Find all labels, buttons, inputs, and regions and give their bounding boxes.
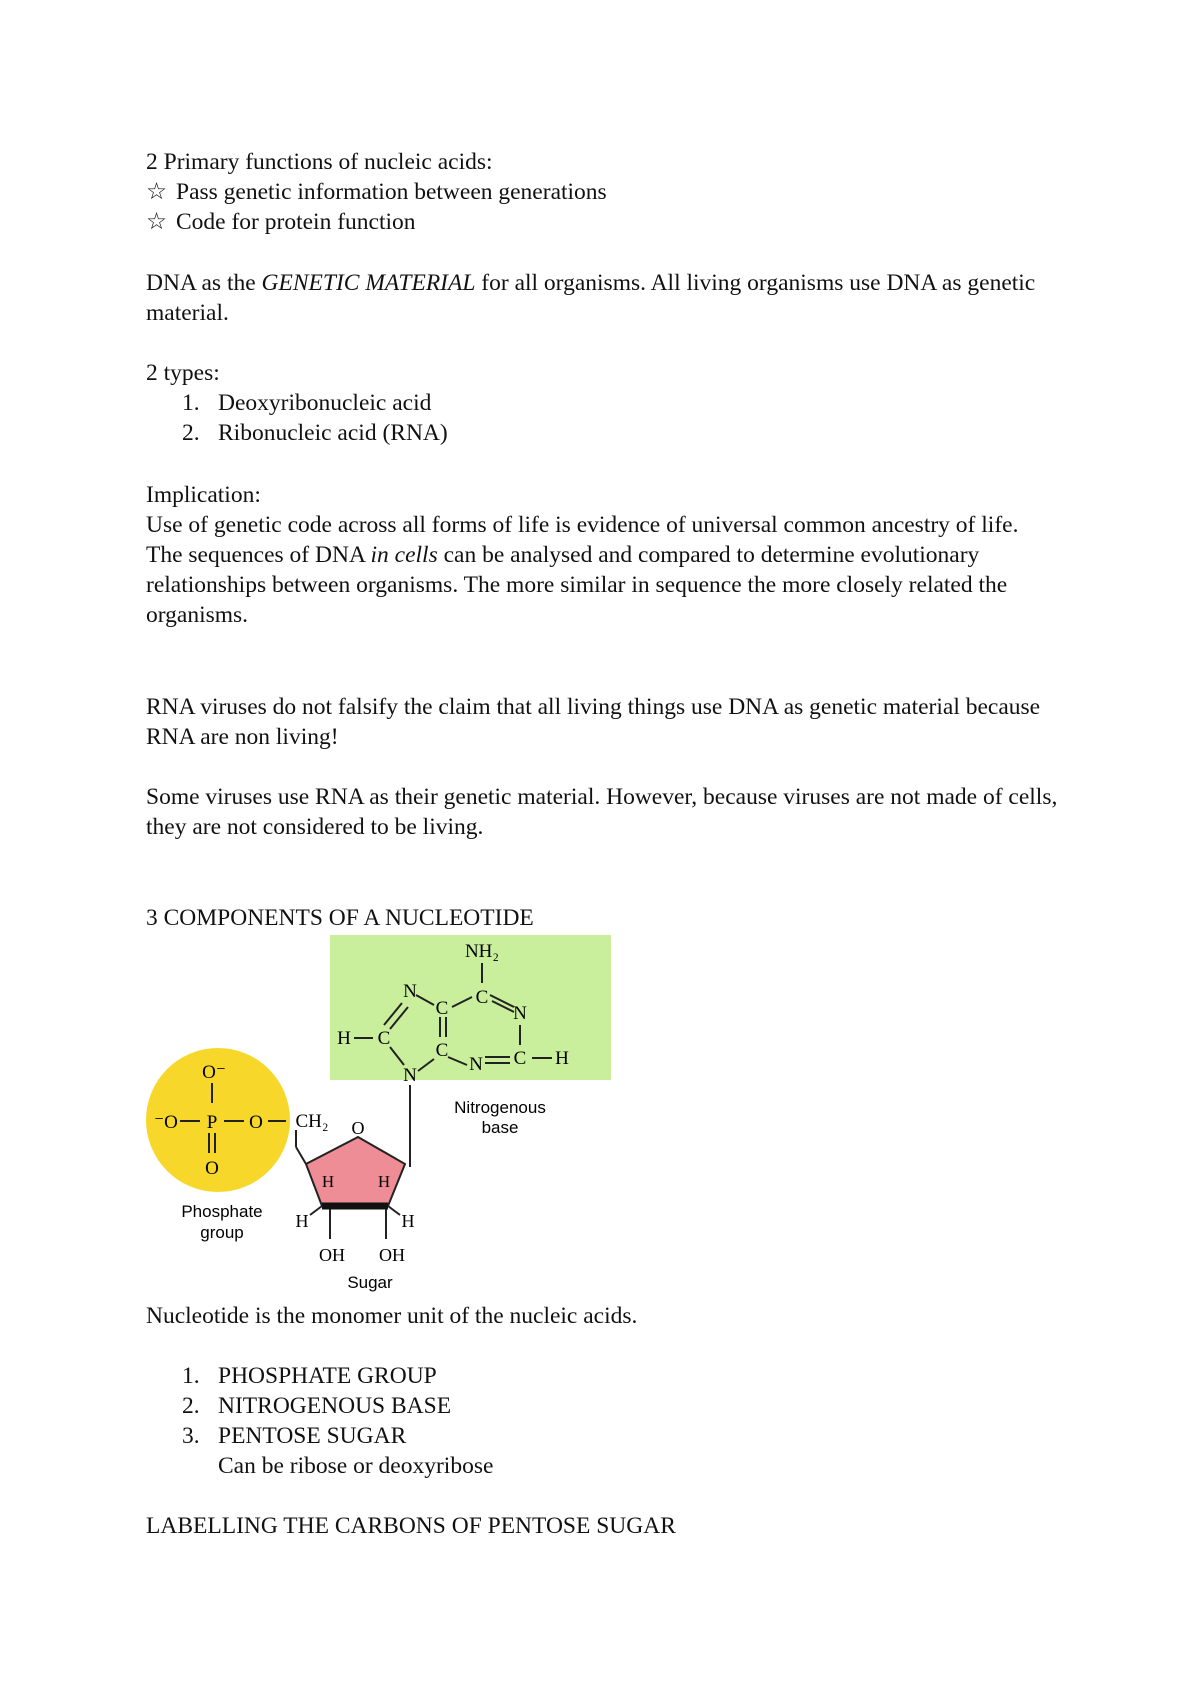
star-icon: ☆	[146, 209, 168, 235]
base-h: H	[555, 1048, 569, 1069]
sugar-h: H	[295, 1211, 309, 1231]
phosphate-o-minus: ⁻O	[154, 1112, 178, 1133]
types-section	[146, 358, 1076, 448]
list-item: 2. Ribonucleic acid (RNA)	[182, 420, 448, 446]
sugar-ch2: CH₂	[295, 1111, 329, 1132]
rna-viruses-paragraph: RNA viruses do not falsify the claim that all living things use DNA as genetic material because RNA are non living!	[146, 694, 1041, 750]
genetic-material-paragraph: DNA as the GENETIC MATERIAL for all organisms. All living organisms use DNA as genetic material.	[146, 270, 1036, 326]
bullet-item: ☆ Pass genetic information between generations	[146, 179, 607, 205]
base-n: N	[469, 1054, 483, 1075]
phosphate-p: P	[206, 1112, 218, 1133]
sugar-ring-o: O	[351, 1118, 365, 1138]
bullet-item: ☆ Code for protein function	[146, 209, 416, 235]
phosphate-group-label: group	[200, 1223, 244, 1242]
sugar-h: H	[321, 1172, 335, 1191]
base-c: C	[513, 1048, 527, 1069]
labelling-heading: LABELLING THE CARBONS OF PENTOSE SUGAR	[146, 1513, 676, 1539]
types-heading: 2 types:	[146, 360, 220, 386]
base-c: C	[475, 987, 489, 1008]
list-item: 3. PENTOSE SUGAR	[182, 1423, 407, 1449]
base-c: C	[435, 1040, 449, 1061]
base-nh2: NH₂	[464, 941, 500, 962]
implication-heading: Implication:	[146, 482, 261, 508]
sugar-oh: OH	[319, 1245, 345, 1265]
in-cells-emphasis: in cells	[370, 542, 438, 568]
base-c: C	[435, 998, 449, 1019]
some-viruses-paragraph: Some viruses use RNA as their genetic material. However, because viruses are not made of cells, they are not considered to be living.	[146, 784, 1058, 840]
primary-functions-heading: 2 Primary functions of nucleic acids:	[146, 149, 493, 175]
implication-paragraph-2: The sequences of DNA in cells can be analysed and compared to determine evolutionary relationships between organisms. The more similar in sequence the more closely related the organisms.	[146, 542, 1008, 628]
pentose-sugar-ring	[306, 1137, 405, 1206]
phosphate-o: O	[249, 1112, 263, 1133]
phosphate-group-label: Phosphate	[181, 1202, 263, 1221]
phosphate-o: O	[205, 1158, 219, 1179]
components-heading: 3 COMPONENTS OF A NUCLEOTIDE	[146, 905, 534, 931]
implication-section	[146, 480, 1076, 630]
genetic-material-emphasis: GENETIC MATERIAL	[261, 270, 476, 296]
sugar-label: Sugar	[347, 1273, 393, 1292]
sugar-oh: OH	[379, 1245, 405, 1265]
list-item: 1. PHOSPHATE GROUP	[182, 1363, 437, 1389]
pentose-sugar-note: Can be ribose or deoxyribose	[218, 1453, 494, 1479]
base-n: N	[403, 981, 417, 1002]
components-list	[146, 1361, 1076, 1481]
base-h: H	[337, 1028, 351, 1049]
star-icon: ☆	[146, 179, 168, 205]
base-n: N	[513, 1003, 527, 1024]
base-n: N	[403, 1065, 417, 1086]
nitrogenous-base-label: base	[481, 1118, 519, 1137]
list-item: 1. Deoxyribonucleic acid	[182, 390, 432, 416]
list-item: 2. NITROGENOUS BASE	[182, 1393, 452, 1419]
nucleotide-diagram	[146, 935, 611, 1293]
monomer-paragraph: Nucleotide is the monomer unit of the nucleic acids.	[146, 1303, 638, 1329]
primary-functions-section	[146, 147, 1076, 237]
sugar-h: H	[377, 1172, 391, 1191]
nitrogenous-base-label: Nitrogenous	[454, 1098, 546, 1117]
implication-paragraph-1: Use of genetic code across all forms of life is evidence of universal common ancestry of life.	[146, 512, 1019, 538]
base-c: C	[377, 1028, 391, 1049]
sugar-h: H	[401, 1211, 415, 1231]
phosphate-o-minus: O⁻	[202, 1062, 226, 1083]
